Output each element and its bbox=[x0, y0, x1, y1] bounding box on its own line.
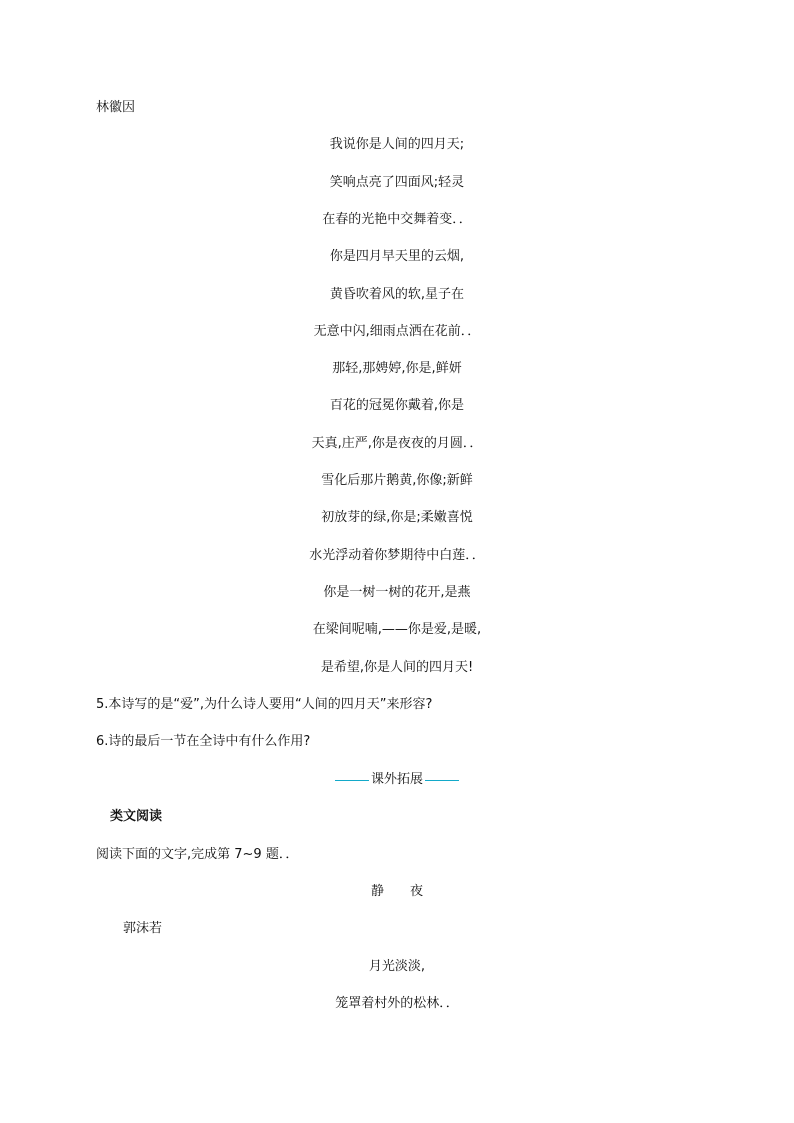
poem1-line: 天真,庄严,你是夜夜的月圆．． bbox=[311, 436, 483, 451]
poem1-author: 林徽因 bbox=[96, 100, 136, 115]
poem1-line: 初放芽的绿,你是;柔嫩喜悦 bbox=[321, 510, 473, 525]
poem1-line: 我说你是人间的四月天; bbox=[329, 137, 465, 152]
poem2-title: 静 夜 bbox=[370, 884, 423, 899]
section-title: 课外拓展 bbox=[370, 772, 423, 787]
poem1-line: 在春的光艳中交舞着变．． bbox=[322, 212, 472, 227]
poem2-author: 郭沫若 bbox=[123, 921, 163, 936]
poem1-line: 雪化后那片鹅黄,你像;新鲜 bbox=[321, 473, 473, 488]
poem1-line: 水光浮动着你梦期待中白莲．． bbox=[309, 548, 485, 563]
poem1-line: 笑响点亮了四面风;轻灵 bbox=[329, 175, 465, 190]
poem2-line: 笼罩着村外的松林．． bbox=[335, 996, 459, 1011]
poem1-line: 你是四月早天里的云烟, bbox=[329, 249, 465, 264]
poem1-line: 那轻,那娉婷,你是,鲜妍 bbox=[332, 361, 462, 376]
poem2-line: 月光淡淡, bbox=[368, 959, 426, 974]
section-header bbox=[0, 772, 794, 788]
divider-line-right bbox=[425, 780, 459, 781]
poem1-line: 无意中闪,细雨点洒在花前．． bbox=[313, 324, 481, 339]
section-subtitle: 类文阅读 bbox=[110, 809, 163, 824]
poem1-line: 百花的冠冕你戴着,你是 bbox=[329, 398, 465, 413]
poem1-line: 在梁间呢喃,——你是爱,是暖, bbox=[312, 622, 482, 637]
reading-instruction: 阅读下面的文字,完成第 7~9 题．． bbox=[96, 847, 299, 862]
poem1-line: 黄昏吹着风的软,星子在 bbox=[329, 287, 465, 302]
poem1-line: 是希望,你是人间的四月天! bbox=[320, 660, 474, 675]
poem1-line: 你是一树一树的花开,是燕 bbox=[323, 585, 471, 600]
question-5: 5.本诗写的是“爱”,为什么诗人要用“人间的四月天”来形容? bbox=[96, 697, 433, 712]
divider-line-left bbox=[335, 780, 369, 781]
question-6: 6.诗的最后一节在全诗中有什么作用? bbox=[96, 734, 311, 749]
